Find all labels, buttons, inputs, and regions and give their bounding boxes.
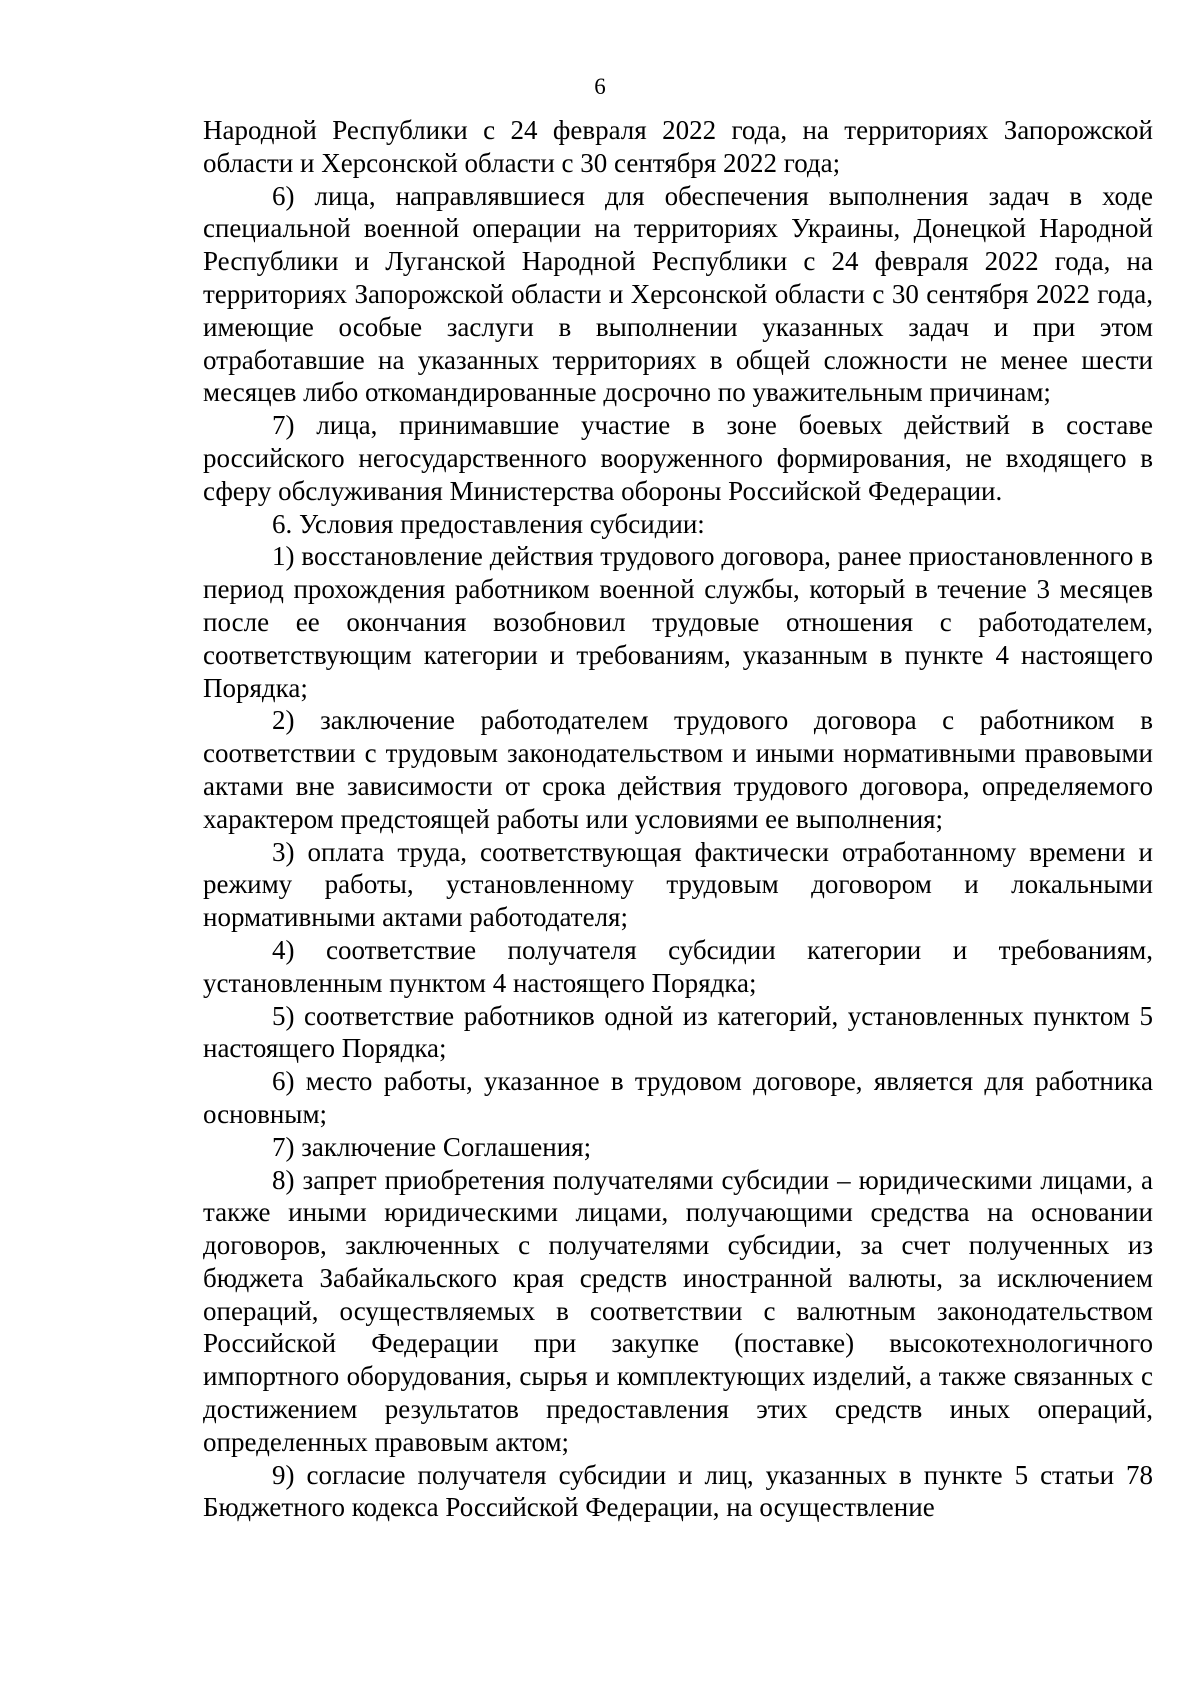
condition-item-7: 7) заключение Соглашения; [272, 1131, 592, 1162]
condition-item-5: 5) соответствие работников одной из категорий, установленных пунктом 5 настоящего Порядка; [203, 1000, 1153, 1064]
paragraph-continuation: Народной Республики с 24 февраля 2022 года, на территориях Запорожской области и Херсонской области с 30 сентября 2022 года; [203, 115, 1153, 178]
page-number: 6 [594, 74, 606, 99]
condition-item-3: 3) оплата труда, соответствующая фактически отработанному времени и режиму работы, установленному трудовым договором и локальными нормативными актами работодателя; [203, 836, 1153, 933]
condition-item-8: 8) запрет приобретения получателями субсидии – юридическими лицами, а также иными юридическими лицами, получающими средства на основании договоров, заключенных с получателями субсидии, за счет полученных из бюджета Забайкальского края средств иностранной валюты, за исключением операций, осуществляемых в соответствии с валютным законодательством Российской Федерации при закупке (поставке) высокотехнологичного импортного оборудования, сырья и комплектующих изделий, а также связанных с достижением результатов предоставления этих средств иных операций, определенных правовым актом; [203, 1164, 1153, 1457]
condition-item-2: 2) заключение работодателем трудового договора с работником в соответствии с трудовым законодательством и иными нормативными правовыми актами вне зависимости от срока действия трудового договора, определяемого характером предстоящей работы или условиями ее выполнения; [203, 705, 1153, 834]
condition-item-6: 6) место работы, указанное в трудовом договоре, является для работника основным; [203, 1066, 1153, 1129]
paragraph-item-7: 7) лица, принимавшие участие в зоне боевых действий в составе российского негосударственного вооруженного формирования, не входящего в сферу обслуживания Министерства обороны Российской Федерации. [203, 410, 1153, 506]
condition-item-4: 4) соответствие получателя субсидии категории и требованиям, установленным пунктом 4 настоящего Порядка; [203, 934, 1153, 998]
condition-item-1: 1) восстановление действия трудового договора, ранее приостановленного в период прохождения работником военной службы, который в течение 3 месяцев после ее окончания возобновил трудовые отношения с работодателем, соответствующим категории и требованиям, указанным в пункте 4 настоящего Порядка; [203, 541, 1153, 703]
paragraph-item-6: 6) лица, направлявшиеся для обеспечения выполнения задач в ходе специальной военной операции на территориях Украины, Донецкой Народной Республики и Луганской Народной Республики с 24 февраля 2022 года, на территориях Запорожской области и Херсонской области с 30 сентября 2022 года, имеющие особые заслуги в выполнении указанных задач и при этом отработавшие на указанных территориях в общей сложности не менее шести месяцев либо откомандированные досрочно по уважительным причинам; [203, 180, 1153, 408]
section-6-heading: 6. Условия предоставления субсидии: [272, 508, 705, 539]
condition-item-9: 9) согласие получателя субсидии и лиц, указанных в пункте 5 статьи 78 Бюджетного кодекса Российской Федерации, на осуществление [203, 1459, 1153, 1523]
document-body [203, 114, 1153, 1524]
